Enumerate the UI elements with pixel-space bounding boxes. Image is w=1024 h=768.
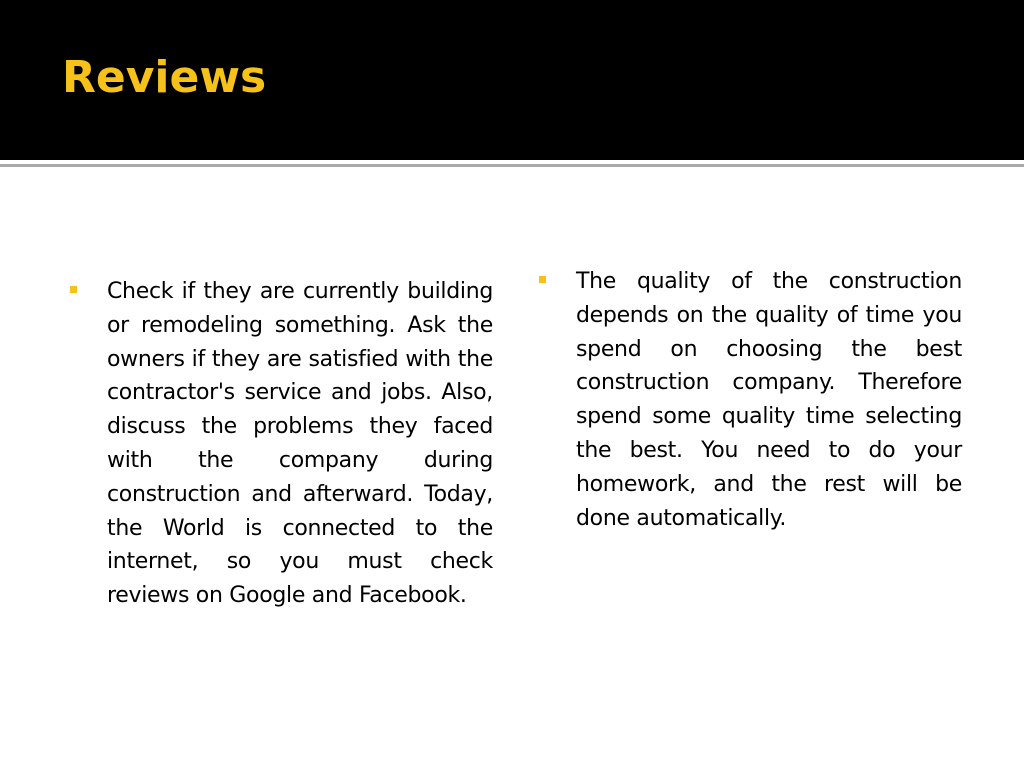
left-bullet-item — [107, 275, 493, 613]
right-bullet-item — [576, 265, 962, 535]
title-divider-gray — [0, 164, 1024, 167]
square-bullet-icon — [539, 276, 546, 283]
right-bullet-text: The quality of the construction depends on the quality of time you spend on choosing the best construction company. Therefore spend some quality time selecting the best. You need to do your homework, and the rest will be done automatically. — [576, 269, 962, 531]
title-band — [0, 0, 1024, 160]
slide-title: Reviews — [62, 52, 267, 103]
left-bullet-text: Check if they are currently building or remodeling something. Ask the owners if they are satisfied with the contractor's service and jobs. Also, discuss the problems they faced with the company during construction and afterward. Today, the World is connected to the internet, so you must check reviews on Google and Facebook. — [107, 279, 493, 609]
square-bullet-icon — [70, 286, 77, 293]
